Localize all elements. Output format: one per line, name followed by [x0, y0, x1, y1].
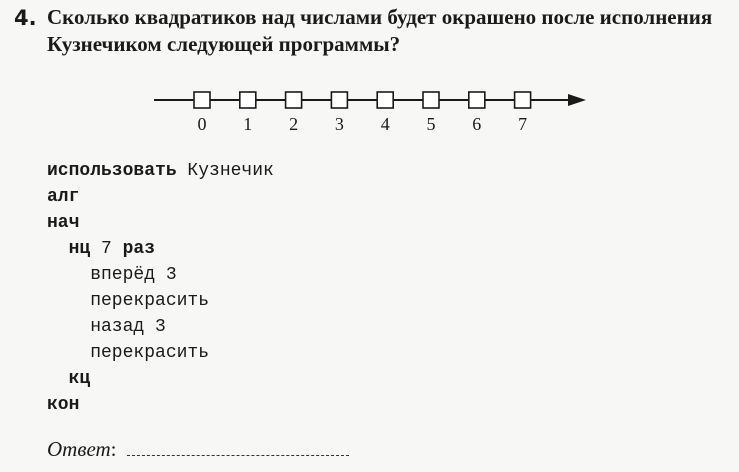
- code-line-7: [47, 314, 274, 340]
- number-line-cell: [515, 92, 531, 108]
- number-line: [0, 80, 739, 140]
- code-line-4: [47, 236, 274, 262]
- number-line-cell: [194, 92, 210, 108]
- number-line-label: 4: [380, 114, 390, 134]
- keyword: нач: [47, 213, 80, 233]
- answer-label: Ответ: [47, 437, 111, 461]
- code-text: 7: [90, 239, 123, 259]
- number-line-cell: [469, 92, 485, 108]
- program-code: [47, 158, 274, 418]
- number-line-label: 2: [289, 114, 299, 134]
- number-line-cell: [240, 92, 256, 108]
- code-line-9: [47, 366, 274, 392]
- code-line-10: [47, 392, 274, 418]
- number-line-cell: [377, 92, 393, 108]
- keyword: нц: [68, 239, 91, 259]
- indent: [47, 239, 69, 259]
- keyword: кон: [47, 395, 80, 415]
- answer-colon: :: [110, 437, 117, 461]
- number-line-arrow: [568, 94, 586, 106]
- keyword: алг: [47, 187, 80, 207]
- code-text: назад 3: [47, 317, 166, 337]
- keyword: раз: [122, 239, 156, 259]
- number-line-label: 5: [426, 114, 436, 134]
- task-number: 4.: [14, 6, 37, 30]
- number-line-cell: [423, 92, 439, 108]
- code-line-2: [47, 184, 274, 210]
- code-line-6: [47, 288, 274, 314]
- code-line-3: [47, 210, 274, 236]
- code-line-5: [47, 262, 274, 288]
- answer-blank[interactable]: [127, 437, 349, 456]
- code-line-8: [47, 340, 274, 366]
- number-line-label: 3: [334, 114, 344, 134]
- code-text: перекрасить: [47, 343, 210, 363]
- number-line-cell: [286, 92, 302, 108]
- indent: [47, 369, 69, 389]
- number-line-label: 6: [472, 114, 482, 134]
- answer-row: [47, 437, 349, 462]
- number-line-label: 1: [243, 114, 253, 134]
- number-line-cell: [331, 92, 347, 108]
- code-text: перекрасить: [47, 291, 210, 311]
- keyword: кц: [68, 369, 91, 389]
- number-line-labels: [198, 114, 528, 134]
- number-line-label: 0: [197, 114, 207, 134]
- number-line-label: 7: [518, 114, 528, 134]
- code-text: вперёд 3: [47, 265, 177, 285]
- question-text: Сколько квадратиков над числами будет окрашено после исполнения Кузнечиком следующей программы?: [47, 5, 713, 56]
- keyword: использовать: [47, 161, 177, 181]
- code-line-1: [47, 158, 274, 184]
- code-text: Кузнечик: [176, 161, 274, 181]
